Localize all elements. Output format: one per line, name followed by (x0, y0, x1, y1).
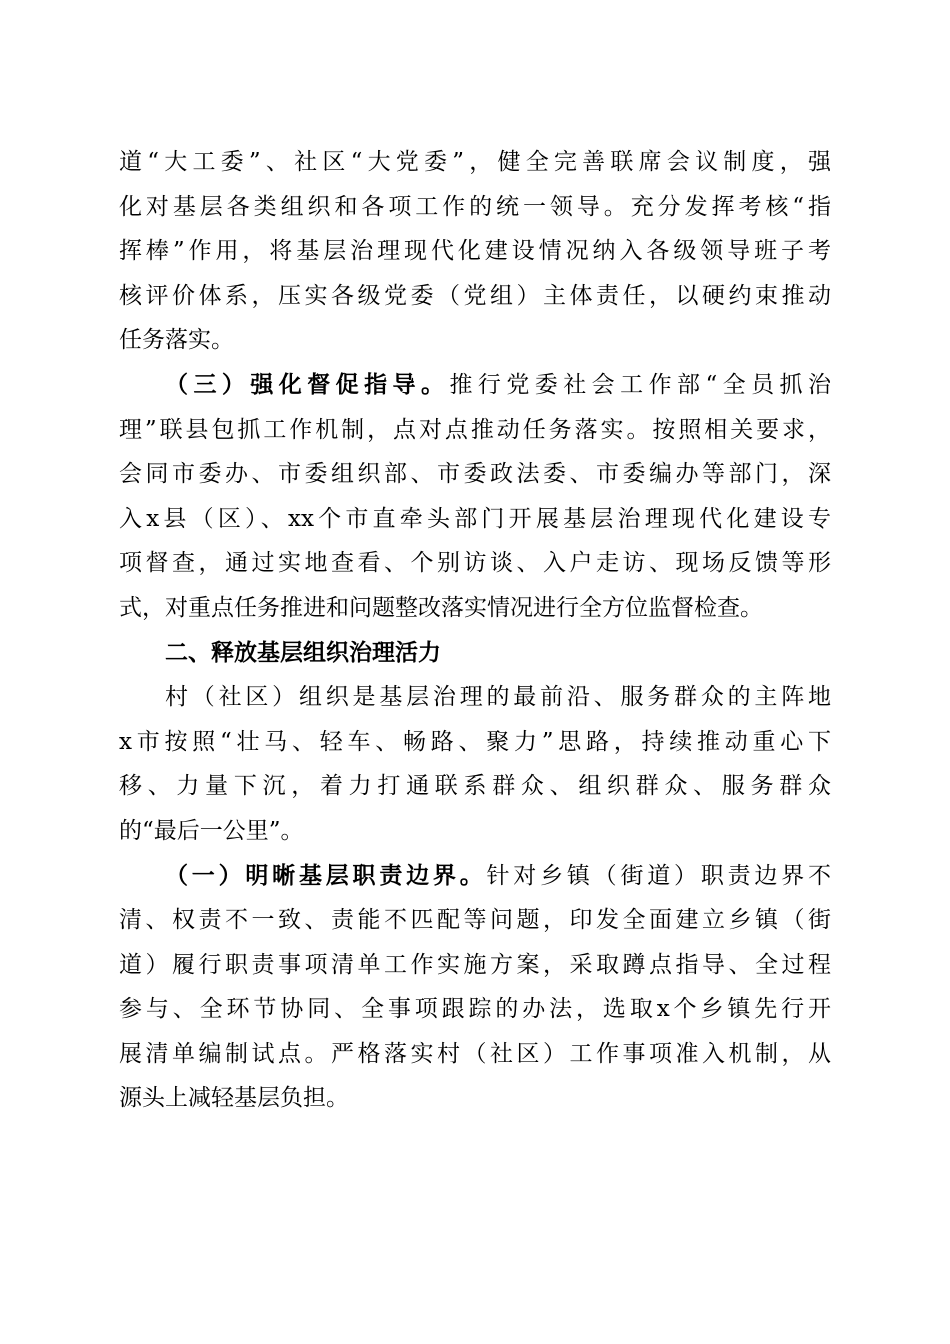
paragraph-continuation (119, 140, 831, 363)
text-line: 项督查，通过实地查看、个别访谈、入户走访、现场反馈等形 (119, 550, 831, 577)
text-line: 化对基层各类组织和各项工作的统一领导。充分发挥考核“指 (119, 193, 831, 220)
paragraph-section-1 (119, 854, 831, 1122)
text-line: 道“大工委”、社区“大党委”，健全完善联席会议制度，强 (119, 149, 831, 175)
paragraph-intro (119, 675, 831, 853)
text-line: 理”联县包抓工作机制，点对点推动任务落实。按照相关要求， (119, 416, 831, 443)
text-run: 针对乡镇（街道）职责边界不 (486, 862, 832, 889)
text-line: 入x县（区）、xx个市直牵头部门开展基层治理现代化建设专 (119, 505, 831, 532)
document-body (119, 140, 831, 1121)
text-line: 会同市委办、市委组织部、市委政法委、市委编办等部门，深 (119, 461, 831, 488)
text-line (119, 363, 831, 408)
text-line: 任务落实。 (119, 327, 234, 354)
subheading-lead: （三）强化督促指导。 (165, 371, 450, 398)
text-line: 清、权责不一致、责能不匹配等问题，印发全面建立乡镇（街 (119, 907, 831, 934)
paragraph-section-3 (119, 363, 831, 631)
text-line: 核评价体系，压实各级党委（党组）主体责任，以硬约束推动 (119, 282, 831, 309)
subheading-lead: （一）明晰基层职责边界。 (165, 862, 487, 889)
text-line: 源头上减轻基层负担。 (119, 1085, 349, 1112)
text-line: 参与、全环节协同、全事项跟踪的办法，选取x个乡镇先行开 (119, 996, 831, 1023)
text-line: 展清单编制试点。严格落实村（社区）工作事项准入机制，从 (119, 1040, 831, 1067)
text-line: x市按照“壮马、轻车、畅路、聚力”思路，持续推动重心下 (119, 728, 831, 755)
text-line: 式，对重点任务推进和问题整改落实情况进行全方位监督检查。 (119, 594, 763, 621)
section-heading: 二、释放基层组织治理活力 (165, 639, 441, 666)
text-line: 的“最后一公里”。 (119, 817, 304, 844)
text-line (119, 854, 831, 899)
text-line: 移、力量下沉，着力打通联系群众、组织群众、服务群众 (119, 773, 831, 800)
text-run: 推行党委社会工作部“全员抓治 (449, 371, 831, 398)
text-line: 道）履行职责事项清单工作实施方案，采取蹲点指导、全过程 (119, 951, 831, 978)
text-line: 挥棒”作用，将基层治理现代化建设情况纳入各级领导班子考 (119, 238, 831, 265)
text-line: 村（社区）组织是基层治理的最前沿、服务群众的主阵地 (165, 684, 831, 711)
